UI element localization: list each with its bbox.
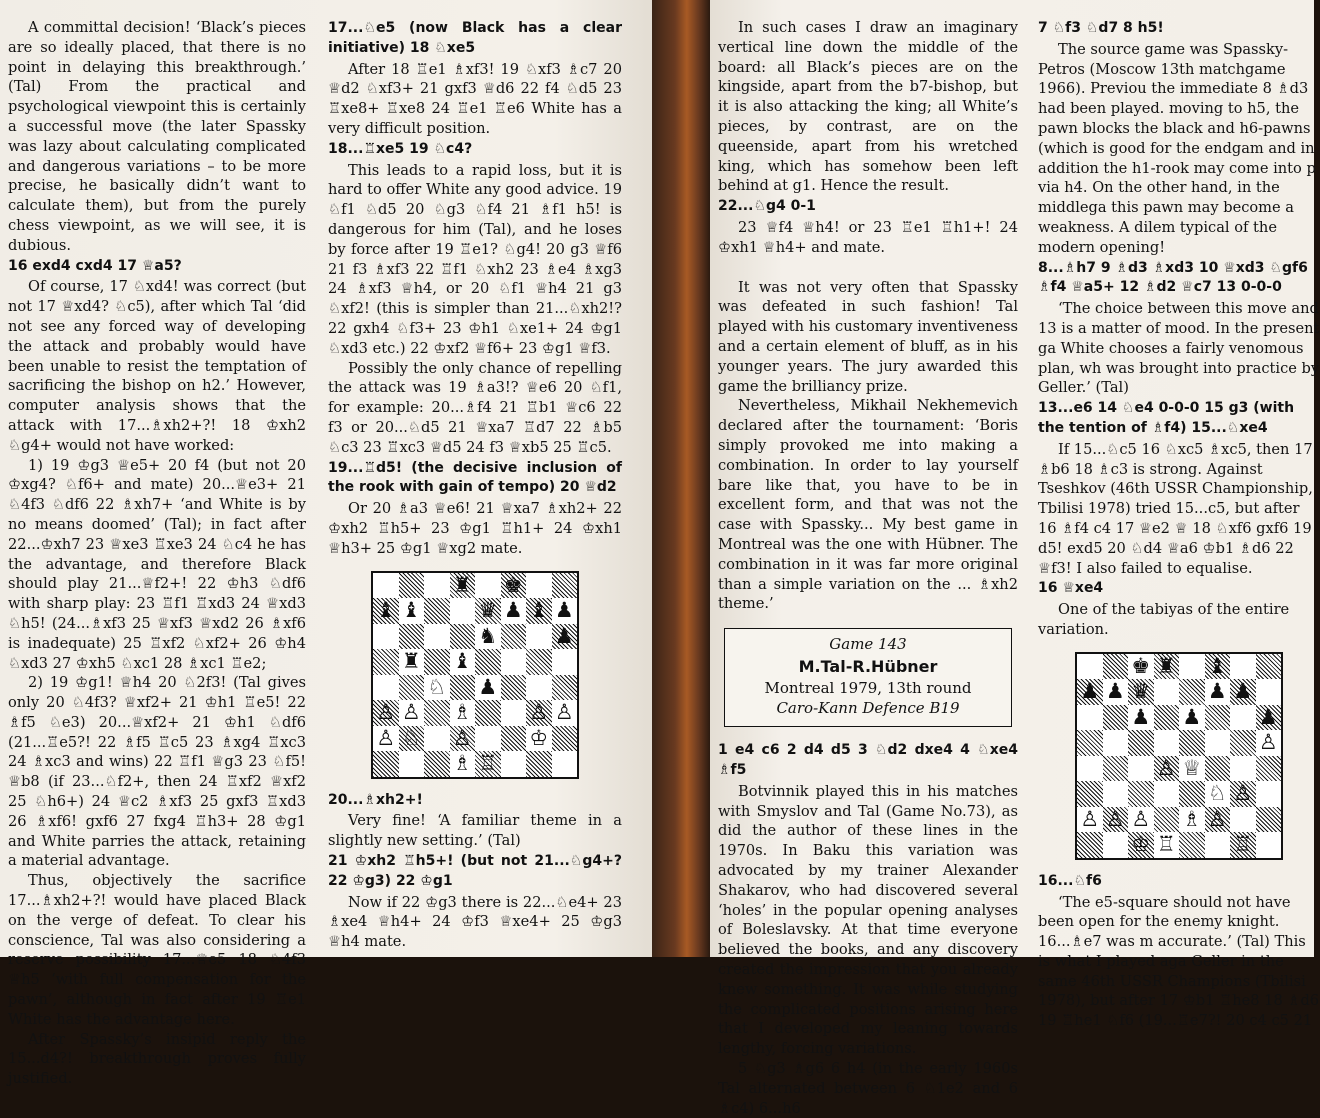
chess-piece: ♙ (401, 700, 421, 725)
move-line: 20...♗xh2+! (328, 791, 423, 808)
paragraph: This leads to a rapid loss, but it is hard to offer White any good advice. 19 ♘f1 ♘d5 20 ♘g3 ♘f4 21 ♗f1 h5! is dangerous for him (Tal), and he loses by force after 19 ♖e1? ♘g4! 20 g3 ♕f6 21 f3 ♗xf3 22 ♖f1 ♘xh2 23 ♗e4 ♗xg3 24 ♗xf3 ♕h4, or 20 ♘f1 ♕h4 21 g3 ♘xf2! (this is simpler than 21...♘xh2!? 22 gxh4 ♘f3+ 23 ♔h1 ♘xe1+ 24 ♔g1 ♘xd3 etc.) 22 ♔xf2 ♕f6+ 23 ♔g1 ♕f3. (328, 161, 622, 357)
chess-piece: ♝ (376, 598, 396, 623)
chess-piece (1103, 654, 1129, 680)
chess-piece (1230, 730, 1256, 756)
chess-piece: ♔ (1131, 832, 1151, 857)
paragraph: Botvinnik played this in his matches with Smyslov and Tal (Game No.73), as did the author of these lines in the 1970s. In Baku this variation was advocated by my trainer Alexander Shakarov, who had discovered several ‘holes’ in the popular opening analyses of Boleslavsky. At that time everyone believed the books, and any discovery created the impression that you already knew something. It was while studying the complicated positions arising here that I developed my leaning towards lengthy, forcing variations. (718, 782, 1018, 1058)
chess-piece (373, 751, 399, 777)
move-line: 17...♘e5 (now Black has a clear initiative) 18 ♘xe5 (328, 20, 622, 56)
game-opening: Caro-Kann Defence B19 (776, 698, 960, 717)
paragraph: Of course, 17 ♘xd4! was correct (but not 17 ♕xd4? ♘c5), after which Tal ‘did not see any forced way of developing the attack and probably would have been unable to resist the temptation of sacrificing the bishop on h2.’ However, computer analysis shows that the attack with 17...♗xh2+?! 18 ♔xh2 ♘g4+ would not have worked: (8, 278, 306, 454)
paragraph: After Spassky’s insipid reply the 15...d4?! breakthrough proves fully justified. (8, 1030, 306, 1088)
chess-diagram-tal-hubner (1075, 652, 1283, 860)
chess-piece (399, 751, 425, 777)
move-line: 16 exd4 cxd4 17 ♕a5? (8, 257, 182, 274)
chess-piece (475, 573, 501, 599)
paragraph: Possibly the only chance of repelling the attack was 19 ♗a3!? ♕e6 20 ♘f1, for example: 20...♗f4 21 ♖b1 ♕c6 22 f3 or 20...♘d5 21 ♕xa7 ♖d7 22 ♗b5 ♘c3 23 ♖xc3 ♕d5 24 f3 ♕xb5 25 ♖c5. (328, 359, 622, 456)
chess-piece (1230, 654, 1256, 680)
move-line: 22...♘g4 0-1 (718, 198, 816, 215)
chess-piece (1077, 654, 1103, 680)
chess-piece (1179, 832, 1205, 858)
chess-piece: ♖ (1233, 832, 1253, 857)
chess-piece (1230, 807, 1256, 833)
right-page (710, 0, 1320, 1117)
chess-piece (1103, 781, 1129, 807)
chess-piece: ♛ (478, 598, 498, 623)
left-column-2 (328, 18, 622, 952)
chess-piece: ♔ (529, 725, 549, 750)
chess-piece (1179, 654, 1205, 680)
paragraph: 5 ♘g3 ♗g6 6 h4 (in the early 1960s Tal alternated between 6 ♘1e2 and 6 ♗c4) 6...h6 (718, 1060, 1018, 1117)
chess-piece (1205, 705, 1231, 731)
chess-piece (1256, 807, 1282, 833)
chess-piece (1154, 705, 1180, 731)
chess-piece (501, 700, 527, 726)
chess-piece: ♘ (427, 674, 447, 699)
chess-piece (1230, 756, 1256, 782)
paragraph: Nevertheless, Mikhail Nekhemevich declared after the tournament: ‘Boris simply provoked me into making a combination. In order to lay yourself bare like that, you have to be in excellent form, and that was not the case with Spassky... My best game in Montreal was the one with Hübner. The combination in it was far more original than a simple variation on the ... ♗xh2 theme.’ (718, 397, 1018, 613)
chess-piece (552, 675, 578, 701)
chess-piece: ♟ (1233, 679, 1253, 704)
chess-piece (450, 624, 476, 650)
move-line: 13...e6 14 ♘e4 0-0-0 15 g3 (with the tention of ♗f4) 15...♘xe4 (1038, 400, 1295, 436)
chess-piece (373, 624, 399, 650)
chess-piece (373, 573, 399, 599)
game-header-box (724, 628, 1012, 727)
chess-piece: ♗ (452, 700, 472, 725)
chess-piece: ♞ (478, 623, 498, 648)
chess-piece (1179, 679, 1205, 705)
chess-piece (526, 675, 552, 701)
paragraph: The source game was Spassky-Petros (Moscow 13th matchgame 1966). Previou the immediate 8 ♗d3 had been played. moving to h5, the pawn blocks the black and h6-pawns (which is good for the endgam and in addition the h1-rook may come into p via h4. On the other hand, in the middlega this pawn may become a weakness. A dilem typical of the modern opening! (1038, 40, 1316, 256)
chess-piece (1205, 832, 1231, 858)
chess-piece (1230, 705, 1256, 731)
chess-piece (1103, 832, 1129, 858)
chess-piece (1256, 756, 1282, 782)
chess-piece (1154, 807, 1180, 833)
chess-piece (1103, 756, 1129, 782)
paragraph: 23 ♕f4 ♕h4! or 23 ♖e1 ♖h1+! 24 ♔xh1 ♕h4+ and mate. (718, 218, 1018, 256)
chess-piece (501, 751, 527, 777)
chess-piece: ♟ (478, 674, 498, 699)
chess-piece: ♙ (376, 700, 396, 725)
chess-piece (1154, 781, 1180, 807)
chess-piece (1077, 730, 1103, 756)
chess-piece (399, 624, 425, 650)
paragraph: ‘The choice between this move and 13 is a matter of mood. In the present ga White chooses a fairly venomous plan, wh was brought into practice by Geller.’ (Tal) (1038, 300, 1320, 397)
chess-piece (1256, 654, 1282, 680)
chess-piece: ♟ (1080, 679, 1100, 704)
chess-piece: ♙ (1080, 806, 1100, 831)
chess-piece (399, 573, 425, 599)
chess-piece: ♙ (1131, 806, 1151, 831)
chess-piece (424, 649, 450, 675)
chess-piece: ♚ (1131, 653, 1151, 678)
left-page (0, 0, 652, 1088)
move-line: 1 e4 c6 2 d4 d5 3 ♘d2 dxe4 4 ♘xe4 ♗f5 (718, 742, 1018, 779)
chess-piece (475, 649, 501, 675)
chess-piece: ♝ (1207, 653, 1227, 678)
move-line: 7 ♘f3 ♘d7 8 h5! (1038, 20, 1164, 36)
chess-piece (501, 675, 527, 701)
chess-piece: ♙ (529, 700, 549, 725)
chess-piece (1077, 756, 1103, 782)
chess-piece (399, 675, 425, 701)
chess-piece (1256, 781, 1282, 807)
chess-piece (552, 649, 578, 675)
chess-piece (475, 700, 501, 726)
move-line: 19...♖d5! (the decisive inclusion of the rook with gain of tempo) 20 ♕d2 (328, 459, 622, 496)
chess-piece: ♟ (1258, 704, 1278, 729)
paragraph: After 18 ♖e1 ♗xf3! 19 ♘xf3 ♗c7 20 ♕d2 ♘xf3+ 21 gxf3 ♕d6 22 f4 ♘d5 23 ♖xe8+ ♖xe8 24 ♖e1 ♖e6 White has a very difficult position. (328, 60, 622, 137)
left-column-1 (8, 18, 306, 1089)
chess-diagram-spassky-tal (371, 571, 579, 779)
chess-piece (424, 598, 450, 624)
chess-piece (1256, 679, 1282, 705)
chess-piece: ♙ (376, 725, 396, 750)
chess-piece: ♟ (1131, 704, 1151, 729)
chess-piece: ♘ (401, 725, 421, 750)
paragraph: It was not very often that Spassky was defeated in such fashion! Tal played with his customary inventiveness and a certain element of bluff, as in his younger years. The jury awarded this game the brilliancy prize. (718, 278, 1018, 395)
chess-piece (526, 751, 552, 777)
paragraph: One of the tabiyas of the entire variation. (1038, 601, 1290, 638)
chess-piece: ♙ (554, 700, 574, 725)
chess-piece (1154, 679, 1180, 705)
book-gutter (652, 0, 710, 957)
move-line: 18...♖xe5 19 ♘c4? (328, 140, 473, 157)
chess-piece: ♜ (452, 572, 472, 597)
move-line: 16...♘f6 (1038, 872, 1102, 889)
chess-piece: ♟ (1105, 679, 1125, 704)
chess-piece (1077, 705, 1103, 731)
chess-piece (373, 675, 399, 701)
chess-piece: ♟ (1182, 704, 1202, 729)
game-players: M.Tal-R.Hübner (798, 656, 938, 676)
paragraph: Or 20 ♗a3 ♕e6! 21 ♕xa7 ♗xh2+ 22 ♔xh2 ♖h5+ 23 ♔g1 ♖h1+ 24 ♔xh1 ♕h3+ 25 ♔g1 ♕xg2 mate. (328, 500, 622, 557)
right-column-1 (718, 18, 1018, 1118)
chess-piece (501, 624, 527, 650)
chess-piece (526, 573, 552, 599)
paragraph: 1) 19 ♔g3 ♕e5+ 20 f4 (but not 20 ♔xg4? ♘f6+ and mate) 20...♕e3+ 21 ♘4f3 ♘df6 22 ♗xh7+ ‘and White is by no means doomed’ (Tal); in fact after 22...♔xh7 23 ♕xe3 ♖xe3 24 ♘c4 he has the advantage, and therefore Black should play 21...♕f2+! 22 ♔h3 ♘df6 with sharp play: 23 ♖f1 ♖xd3 24 ♕xd3 ♘h5! (24...♗xf3 25 ♕xf3 ♕xd2 26 ♗xf6 is inadequate) 25 ♖xf2 ♘xf2+ 26 ♔h4 ♘xd3 27 ♔xh5 ♘xc1 28 ♗xc1 ♖e2; (8, 456, 306, 672)
chess-piece: ♙ (452, 725, 472, 750)
chess-piece (1154, 730, 1180, 756)
chess-piece: ♙ (1156, 755, 1176, 780)
paragraph: A committal decision! ‘Black’s pieces are so ideally placed, that there is no point in delaying this breakthrough.’ (Tal) From the practical and psychological viewpoint this is certainly a successful move (the later Spassky was lazy about calculating complicated and dangerous variations – to be more precise, he basically didn’t want to calculate them), but from the purely chess viewpoint, as we will see, it is dubious. (8, 19, 306, 254)
paragraph: Now if 22 ♔g3 there is 22...♘e4+ 23 ♗xe4 ♕h4+ 24 ♔f3 ♕xe4+ 25 ♔g3 ♕h4 mate. (328, 893, 622, 951)
paragraph: If 15...♘c5 16 ♘xc5 ♗xc5, then 17 ♗b6 18 ♗c3 is strong. Against Tseshkov (46th USSR Championship, Tbilisi 1978) tried 15...c5, but after 16 ♗f4 c4 17 ♕e2 ♕ 18 ♘xf6 gxf6 19 d5! exd5 20 ♘d4 ♕a6 ♔b1 ♗d6 22 ♕f3! I also failed to equalise. (1038, 440, 1313, 577)
move-line: 16 ♕xe4 (1038, 580, 1104, 597)
chess-piece: ♟ (554, 623, 574, 648)
right-column-2 (1038, 18, 1320, 1031)
chess-piece (1077, 781, 1103, 807)
chess-piece: ♜ (1156, 653, 1176, 678)
chess-piece: ♟ (503, 598, 523, 623)
chess-piece (526, 624, 552, 650)
chess-piece: ♖ (1156, 832, 1176, 857)
chess-piece (1128, 781, 1154, 807)
chess-piece: ♘ (1207, 781, 1227, 806)
chess-piece: ♝ (401, 598, 421, 623)
chess-piece (1128, 730, 1154, 756)
chess-piece: ♟ (1207, 679, 1227, 704)
chess-piece (501, 726, 527, 752)
chess-piece (1256, 832, 1282, 858)
move-line: 8...♗h7 9 ♗d3 ♗xd3 10 ♕xd3 ♘gf6 ♗f4 ♕a5+ 12 ♗d2 ♕c7 13 0-0-0 (1038, 259, 1308, 296)
chess-piece (424, 751, 450, 777)
chess-piece (1103, 730, 1129, 756)
chess-piece: ♛ (1131, 679, 1151, 704)
chess-piece (552, 573, 578, 599)
chess-piece (1205, 756, 1231, 782)
chess-piece: ♝ (529, 598, 549, 623)
chess-piece (424, 624, 450, 650)
chess-piece (1077, 832, 1103, 858)
chess-piece: ♙ (1258, 730, 1278, 755)
paragraph: 2) 19 ♔g1! ♕h4 20 ♘2f3! (Tal gives only 20 ♘4f3? ♕xf2+ 21 ♔h1 ♖e5! 22 ♗f5 ♘e3) 20...♕xf2+ 21 ♔h1 ♘df6 (21...♖e5?! 22 ♗f5 ♖c5 23 ♗xg4 ♖xc3 24 ♗xc3 and wins) 22 ♖f1 ♕g3 23 ♘f5! ♕b8 (if 23...♘f2+, then 24 ♖xf2 ♕xf2 25 ♘h6+) 24 ♕c2 ♗xf3 25 gxf3 ♖xd3 26 ♗xf6! gxf6 27 fxg4 ♖h3+ 28 ♔g1 and White parries the attack, retaining a material advantage. (8, 674, 306, 870)
chess-piece (1103, 705, 1129, 731)
chess-piece (424, 726, 450, 752)
chess-piece (1205, 730, 1231, 756)
chess-piece (450, 675, 476, 701)
chess-piece (501, 649, 527, 675)
chess-piece: ♗ (452, 751, 472, 776)
chess-piece (373, 649, 399, 675)
chess-piece (424, 700, 450, 726)
move-line: 21 ♔xh2 ♖h5+! (but not 21...♘g4+? 22 ♔g3) 22 ♔g1 (328, 852, 622, 889)
game-number: Game 143 (829, 635, 907, 654)
paragraph: ‘The e5-square should not have been open for the enemy knight. 16...♗e7 was m accurate.’ (Tal) This is what I played aga Geller in the same 46th USSR Champions (Tbilisi 1978), but after 17 ♔b1 ♖he8 18 ♗d6 19 ♖he1 ♘f6 (19...♖e7?! 20 c4 c5 21 (1038, 893, 1320, 1030)
chess-piece: ♜ (401, 649, 421, 674)
game-venue: Montreal 1979, 13th round (764, 678, 972, 697)
chess-piece (424, 573, 450, 599)
chess-piece: ♙ (1105, 806, 1125, 831)
chess-piece (1179, 730, 1205, 756)
chess-piece: ♕ (1182, 755, 1202, 780)
chess-piece (450, 598, 476, 624)
chess-piece (1179, 781, 1205, 807)
chess-piece (552, 751, 578, 777)
paragraph: In such cases I draw an imaginary vertical line down the middle of the board: all Black’s pieces are on the kingside, apart from the b7-bishop, but it is also attacking the king; all White’s pieces, by contrast, are on the queenside, apart from his wretched king, which has somehow been left behind at g1. Hence the result. (718, 19, 1018, 195)
paragraph: Thus, objectively the sacrifice 17...♗xh2+?! would have placed Black on the verge of defeat. To clear his conscience, Tal was also considering a reserve possibility 17...♕e5 18 ♘4f3 ♕h5 ‘with full compensation for the pawn’, although in fact after 19 ♖e1 White has the advantage here. (8, 872, 306, 1028)
chess-piece (1128, 756, 1154, 782)
chess-piece: ♝ (452, 649, 472, 674)
paragraph: Very fine! ‘A familiar theme in a slightly new setting.’ (Tal) (328, 812, 622, 850)
chess-piece: ♟ (554, 598, 574, 623)
chess-piece (552, 726, 578, 752)
chess-piece: ♚ (503, 572, 523, 597)
chess-piece: ♙ (1207, 806, 1227, 831)
chess-piece: ♖ (478, 751, 498, 776)
chess-piece: ♙ (1233, 781, 1253, 806)
chess-piece: ♗ (1182, 806, 1202, 831)
chess-piece (475, 726, 501, 752)
chess-piece (526, 649, 552, 675)
